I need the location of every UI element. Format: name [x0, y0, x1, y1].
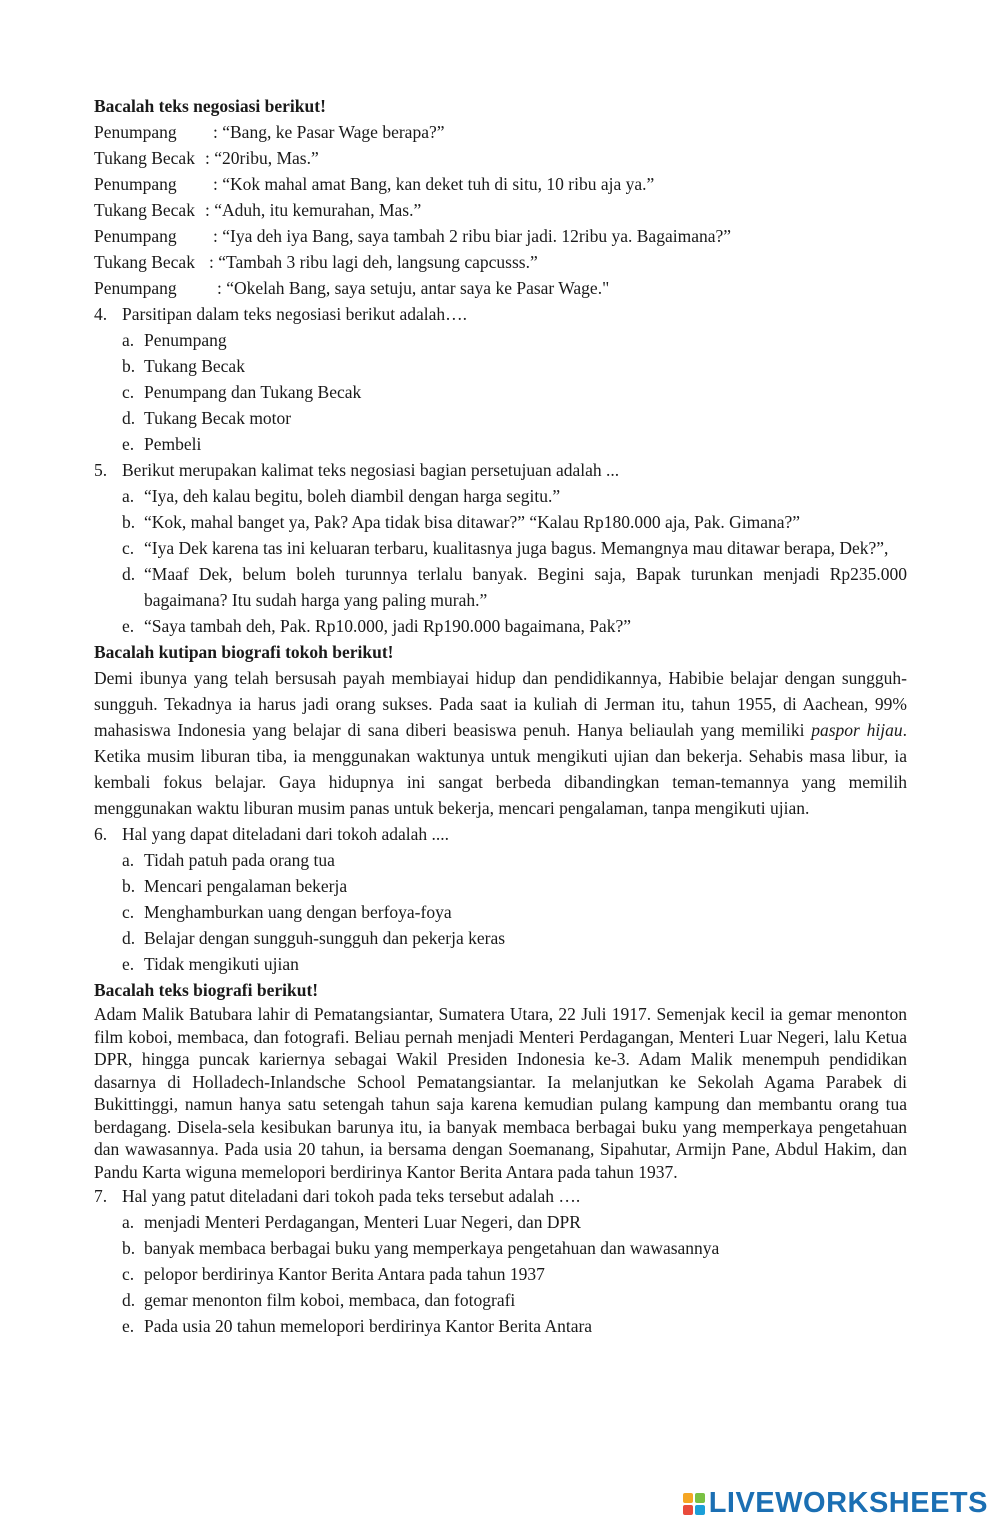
- logo-text: LIVEWORKSHEETS: [708, 1487, 988, 1519]
- option-text: “Iya Dek karena tas ini keluaran terbaru, kualitasnya juga bagus. Memangnya mau ditawar berapa, Dek?”,: [144, 538, 889, 558]
- logo-square: [683, 1505, 693, 1515]
- option-text: “Kok, mahal banget ya, Pak? Apa tidak bisa ditawar?” “Kalau Rp180.000 aja, Pak. Gimana?”: [144, 512, 801, 532]
- dialogue-line: [94, 223, 907, 249]
- dialogue-text: : “Kok mahal amat Bang, kan deket tuh di situ, 10 ribu aja ya.”: [213, 174, 655, 194]
- paragraph-text-end: . Ketika musim liburan tiba, ia menggunakan waktunya untuk mengikuti ujian dan bekerja. Sehabis masa libur, ia kembali fokus belajar. Gaya hidupnya ini sangat berbeda dibandingkan teman-temannya yang memilih menggunakan waktu liburan musim panas untuk bekerja, mencari pengalaman, tanpa mengikuti ujian.: [94, 720, 907, 818]
- dialogue-line: [94, 145, 907, 171]
- dialogue-line: [94, 171, 907, 197]
- dialogue-text: : “Iya deh iya Bang, saya tambah 2 ribu biar jadi. 12ribu ya. Bagaimana?”: [213, 226, 732, 246]
- question-5: [94, 457, 907, 483]
- dialogue-text: : “Tambah 3 ribu lagi deh, langsung capcusss.”: [209, 252, 538, 272]
- option-letter: d.: [122, 928, 136, 948]
- option-text: “Saya tambah deh, Pak. Rp10.000, jadi Rp190.000 bagaimana, Pak?”: [144, 616, 631, 636]
- dialogue-line: [94, 197, 907, 223]
- question-6: [94, 821, 907, 847]
- option-letter: b.: [122, 356, 136, 376]
- option-letter: c.: [122, 382, 135, 402]
- option-letter: a.: [122, 486, 135, 506]
- option-5c[interactable]: [94, 535, 907, 561]
- option-text: Mencari pengalaman bekerja: [144, 876, 348, 896]
- option-letter: b.: [122, 1238, 136, 1258]
- habibie-paragraph: [94, 665, 907, 821]
- liveworksheets-mark-icon: [683, 1493, 705, 1515]
- dialogue-speaker: Tukang Becak: [94, 148, 195, 168]
- option-4c[interactable]: [94, 379, 907, 405]
- question-7: [94, 1183, 907, 1209]
- option-letter: a.: [122, 1212, 135, 1232]
- option-letter: c.: [122, 538, 135, 558]
- option-6c[interactable]: [94, 899, 907, 925]
- option-letter: b.: [122, 876, 136, 896]
- option-text: Tukang Becak: [144, 356, 245, 376]
- option-text: Penumpang dan Tukang Becak: [144, 382, 362, 402]
- dialogue-speaker: Penumpang: [94, 122, 177, 142]
- question-number: 4.: [94, 304, 108, 324]
- dialogue-text: : “Aduh, itu kemurahan, Mas.”: [205, 200, 422, 220]
- option-4a[interactable]: [94, 327, 907, 353]
- option-letter: c.: [122, 1264, 135, 1284]
- dialogue-speaker: Penumpang: [94, 226, 177, 246]
- option-5a[interactable]: [94, 483, 907, 509]
- option-letter: d.: [122, 1290, 136, 1310]
- option-5b[interactable]: [94, 509, 907, 535]
- option-text: Tukang Becak motor: [144, 408, 292, 428]
- option-6e[interactable]: [94, 951, 907, 977]
- option-4d[interactable]: [94, 405, 907, 431]
- option-text: “Maaf Dek, belum boleh turunnya terlalu banyak. Begini saja, Bapak turunkan menjadi Rp235.000 bagaimana? Itu sudah harga yang paling murah.”: [144, 564, 907, 610]
- option-6b[interactable]: [94, 873, 907, 899]
- option-text: gemar menonton film koboi, membaca, dan fotografi: [144, 1290, 516, 1310]
- option-text: “Iya, deh kalau begitu, boleh diambil dengan harga segitu.”: [144, 486, 561, 506]
- option-7d[interactable]: [94, 1287, 907, 1313]
- option-7e[interactable]: [94, 1313, 907, 1339]
- option-text: Tidah patuh pada orang tua: [144, 850, 335, 870]
- dialogue-text: : “20ribu, Mas.”: [205, 148, 319, 168]
- paragraph-italic-term: paspor hijau: [811, 720, 903, 740]
- option-letter: e.: [122, 954, 135, 974]
- liveworksheets-logo[interactable]: [683, 1487, 988, 1520]
- adam-malik-paragraph: Adam Malik Batubara lahir di Pematangsiantar, Sumatera Utara, 22 Juli 1917. Semenjak kecil ia gemar menonton film koboi, membaca, dan fotografi. Beliau pernah menjadi Menteri Perdagangan, Menteri Luar Negeri, lalu Ketua DPR, hingga puncak kariernya sebagai Wakil Presiden Indonesia ke-3. Adam Malik menempuh pendidikan dasarnya di Holladech-Inlandsche School Pematangsiantar. Ia melanjutkan ke Sekolah Agama Parabek di Bukittinggi, namun hanya satu setengah tahun saja karena kemudian pulang kampung dan membantu orang tua berdagang. Disela-sela kesibukan barunya itu, ia banyak membaca berbagai buku yang memperkaya pengetahuan dan wawasannya. Pada usia 20 tahun, ia bersama dengan Soemanang, Sipahutar, Armijn Pane, Abdul Hakim, dan Pandu Karta wiguna memelopori berdirinya Kantor Berita Antara pada tahun 1937.: [94, 1004, 907, 1182]
- option-letter: d.: [122, 564, 136, 584]
- question-number: 7.: [94, 1186, 108, 1206]
- option-letter: e.: [122, 434, 135, 454]
- option-letter: a.: [122, 330, 135, 350]
- question-number: 6.: [94, 824, 108, 844]
- negotiation-dialogue: [94, 119, 907, 301]
- dialogue-line: [94, 119, 907, 145]
- option-text: Pada usia 20 tahun memelopori berdirinya Kantor Berita Antara: [144, 1316, 593, 1336]
- question-text: Parsitipan dalam teks negosiasi berikut adalah….: [122, 304, 468, 324]
- option-text: menjadi Menteri Perdagangan, Menteri Luar Negeri, dan DPR: [144, 1212, 581, 1232]
- section-heading-negotiation: Bacalah teks negosiasi berikut!: [94, 96, 326, 116]
- option-text: Menghamburkan uang dengan berfoya-foya: [144, 902, 452, 922]
- dialogue-line: [94, 249, 907, 275]
- option-text: banyak membaca berbagai buku yang memperkaya pengetahuan dan wawasannya: [144, 1238, 720, 1258]
- question-4: [94, 301, 907, 327]
- option-7b[interactable]: [94, 1235, 907, 1261]
- option-6d[interactable]: [94, 925, 907, 951]
- logo-square: [683, 1493, 693, 1503]
- paragraph-text-start: Demi ibunya yang telah bersusah payah membiayai hidup dan pendidikannya, Habibie belajar dengan sungguh-sungguh. Tekadnya ia harus jadi orang sukses. Pada saat ia kuliah di Jerman itu, tahun 1955, di Aachean, 99% mahasiswa Indonesia yang belajar di sana diberi beasiswa penuh. Hanya beliaulah yang memiliki: [94, 668, 907, 740]
- section-heading-biography: Bacalah teks biografi berikut!: [94, 980, 319, 1000]
- option-text: Tidak mengikuti ujian: [144, 954, 299, 974]
- option-text: Belajar dengan sungguh-sungguh dan pekerja keras: [144, 928, 506, 948]
- dialogue-speaker: Penumpang: [94, 278, 177, 298]
- option-letter: a.: [122, 850, 135, 870]
- logo-square: [695, 1493, 705, 1503]
- option-text: Penumpang: [144, 330, 227, 350]
- option-letter: c.: [122, 902, 135, 922]
- question-text: Hal yang patut diteladani dari tokoh pada teks tersebut adalah ….: [122, 1186, 581, 1206]
- option-letter: e.: [122, 1316, 135, 1336]
- question-number: 5.: [94, 460, 108, 480]
- option-7a[interactable]: [94, 1209, 907, 1235]
- option-letter: d.: [122, 408, 136, 428]
- option-letter: b.: [122, 512, 136, 532]
- dialogue-speaker: Penumpang: [94, 174, 177, 194]
- worksheet-page: [94, 93, 907, 1339]
- dialogue-speaker: Tukang Becak: [94, 200, 195, 220]
- option-5d[interactable]: [94, 561, 907, 613]
- option-7c[interactable]: [94, 1261, 907, 1287]
- option-letter: e.: [122, 616, 135, 636]
- option-4b[interactable]: [94, 353, 907, 379]
- option-4e[interactable]: [94, 431, 907, 457]
- logo-square: [695, 1505, 705, 1515]
- dialogue-text: : “Bang, ke Pasar Wage berapa?”: [213, 122, 445, 142]
- section-heading-biography-excerpt: Bacalah kutipan biografi tokoh berikut!: [94, 642, 394, 662]
- option-text: Pembeli: [144, 434, 202, 454]
- option-6a[interactable]: [94, 847, 907, 873]
- question-text: Berikut merupakan kalimat teks negosiasi bagian persetujuan adalah ...: [122, 460, 620, 480]
- dialogue-text: : “Okelah Bang, saya setuju, antar saya ke Pasar Wage.": [217, 278, 610, 298]
- option-5e[interactable]: [94, 613, 907, 639]
- dialogue-speaker: Tukang Becak: [94, 252, 195, 272]
- option-text: pelopor berdirinya Kantor Berita Antara pada tahun 1937: [144, 1264, 545, 1284]
- dialogue-line: [94, 275, 907, 301]
- question-text: Hal yang dapat diteladani dari tokoh adalah ....: [122, 824, 450, 844]
